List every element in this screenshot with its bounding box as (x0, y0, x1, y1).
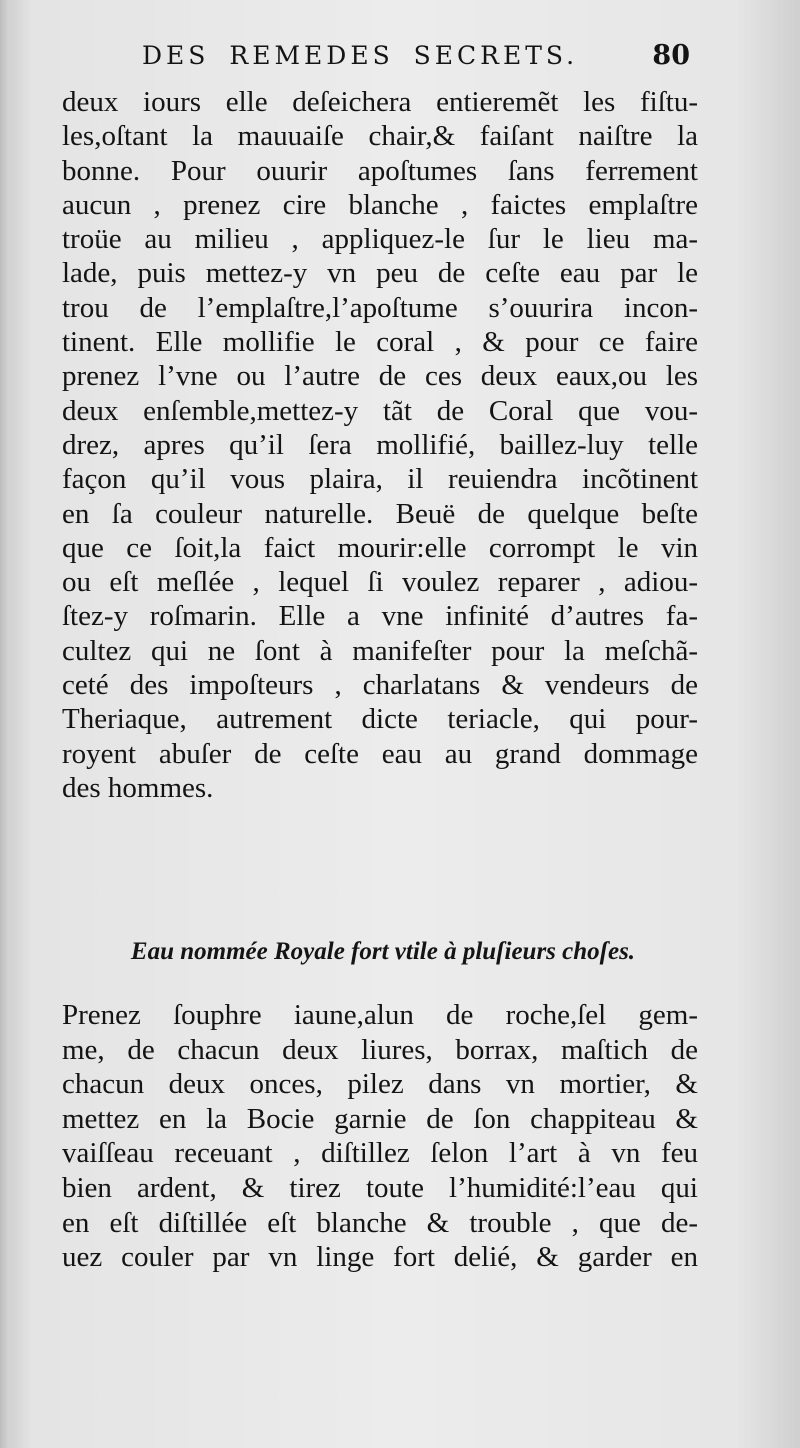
text-line: les,oſtant la mauuaiſe chair,& faiſant naiſtre la (62, 120, 698, 153)
text-line: ceté des impoſteurs , charlatans & vendeurs de (62, 669, 698, 702)
text-line: vaiſſeau receuant , diſtillez ſelon l’art à vn feu (62, 1137, 698, 1170)
paragraph-2 (62, 998, 698, 1275)
text-line: en ſa couleur naturelle. Beuë de quelque beſte (62, 497, 698, 530)
running-head (142, 40, 690, 80)
text-line: deux enſemble,mettez-y tãt de Coral que vou- (62, 394, 698, 427)
text-line: trou de l’emplaſtre,l’apoſtume s’ouurira incon- (62, 291, 698, 324)
page-gutter-shadow (0, 0, 10, 1448)
text-line: façon qu’il vous plaira, il reuiendra incõtinent (62, 463, 698, 496)
text-line: cultez qui ne ſont à manifeſter pour la meſchã- (62, 634, 698, 667)
text-line: bien ardent, & tirez toute l’humidité:l’eau qui (62, 1171, 698, 1204)
text-line: uez couler par vn linge fort delié, & garder en (62, 1241, 698, 1274)
text-line: Prenez ſouphre iaune,alun de roche,ſel gem- (62, 999, 698, 1031)
text-line: ſtez-y roſmarin. Elle a vne infinité d’autres fa- (62, 600, 698, 633)
text-line: deux iours elle deſeichera entieremẽt les fiſtu- (62, 86, 698, 118)
text-line: drez, apres qu’il ſera mollifié, baillez-luy telle (62, 428, 698, 461)
text-line: troüe au milieu , appliquez-le ſur le lieu ma- (62, 223, 698, 256)
text-line: que ce ſoit,la faict mourir:elle corrompt le vin (62, 531, 698, 564)
text-line: des hommes. (62, 771, 214, 804)
text-line: ou eſt meſlée , lequel ſi voulez reparer , adiou- (62, 566, 698, 599)
text-line: en eſt diſtillée eſt blanche & trouble , que de- (62, 1206, 698, 1239)
text-line: Theriaque, autrement dicte teriacle, qui pour- (62, 703, 698, 736)
text-line: bonne. Pour ouurir apoſtumes ſans ferrement (62, 154, 698, 187)
text-line: chacun deux onces, pilez dans vn mortier, & (62, 1068, 698, 1101)
running-title: DES REMEDES SECRETS. (142, 41, 579, 70)
text-line: me, de chacun deux liures, borrax, maſtich de (62, 1033, 698, 1066)
text-line: tinent. Elle mollifie le coral , & pour ce faire (62, 326, 698, 359)
text-line: prenez l’vne ou l’autre de ces deux eaux,ou les (62, 360, 698, 393)
text-line: royent abuſer de ceſte eau au grand dommage (62, 737, 698, 770)
page-number: 80 (652, 40, 690, 71)
text-line: aucun , prenez cire blanche , faictes emplaſtre (62, 188, 698, 221)
text-line: lade, puis mettez-y vn peu de ceſte eau par le (62, 257, 698, 290)
text-line: mettez en la Bocie garnie de ſon chappiteau & (62, 1102, 698, 1135)
section-heading: Eau nommée Royale fort vtile à pluſieurs choſes. (130, 938, 636, 965)
paragraph-1 (62, 85, 698, 805)
